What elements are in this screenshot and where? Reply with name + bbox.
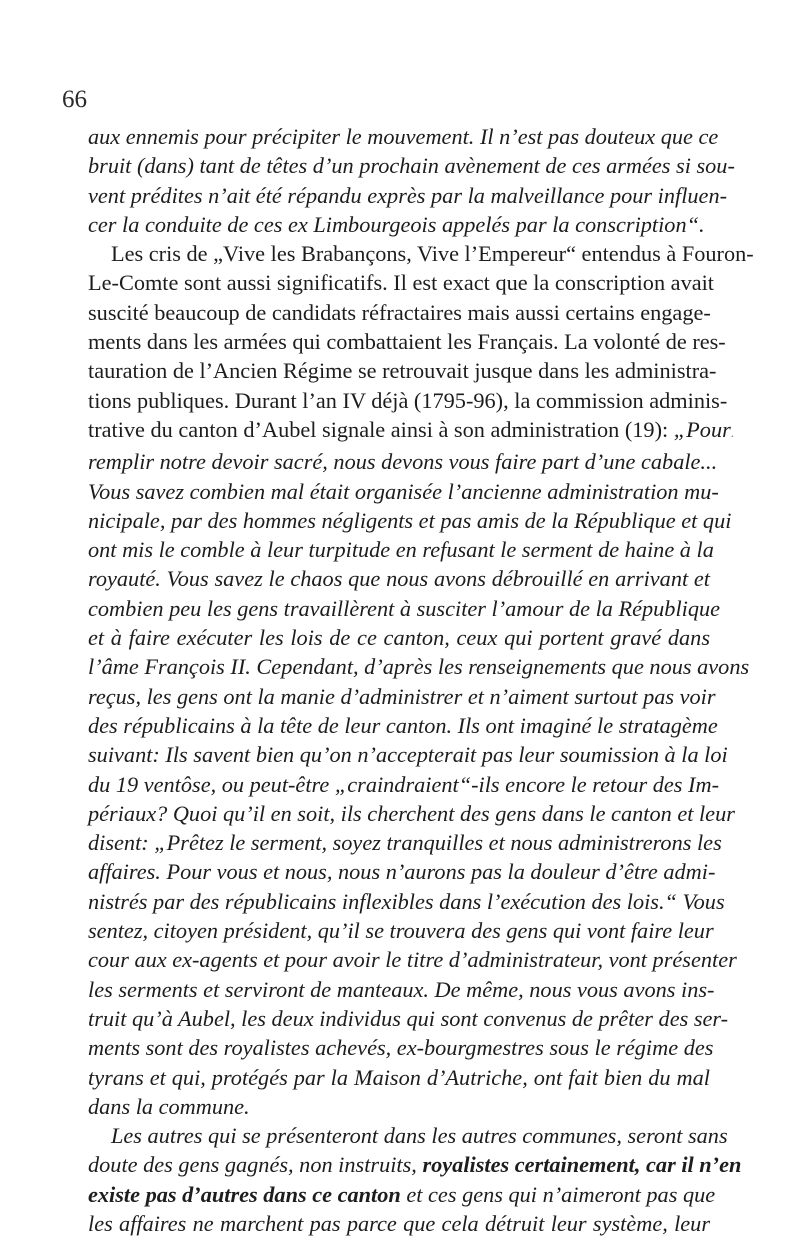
- text-line: [88, 268, 715, 297]
- text-segment: dans la commune.: [88, 1093, 250, 1119]
- text-line: [88, 623, 710, 652]
- text-line: [88, 887, 725, 916]
- text-line: [88, 1063, 710, 1092]
- text-segment: périaux? Quoi qu’il en soit, ils cherchent des gens dans le canton et leur: [88, 800, 735, 826]
- text-segment: combien peu les gens travaillèrent à susciter l’amour de la République: [88, 595, 721, 621]
- text-segment: .: [730, 424, 735, 440]
- text-segment: suscité beaucoup de candidats réfractaires mais aussi certains engage-: [88, 299, 711, 325]
- text-segment: truit qu’à Aubel, les deux individus qui sont convenus de prêter des ser-: [88, 1005, 729, 1031]
- text-segment: remplir notre devoir sacré, nous devons vous faire part d’une cabale...: [88, 449, 718, 475]
- text-line: [88, 770, 719, 799]
- text-line: [88, 386, 728, 415]
- text-segment: royalistes certainement, car il n’en: [422, 1152, 742, 1178]
- text-segment: aux ennemis pour précipiter le mouvement. Il n’est pas douteux que ce: [88, 124, 719, 149]
- text-segment: cer la conduite de ces ex Limbourgeois appelés par la conscription“.: [88, 211, 705, 237]
- text-line: [88, 828, 722, 857]
- text-segment: du 19 ventôse, ou peut-être „craindraient“-ils encore le retour des Im-: [88, 771, 719, 797]
- text-line: [88, 1092, 710, 1121]
- text-segment: affaires. Pour vous et nous, nous n’aurons pas la douleur d’être admi-: [88, 859, 716, 885]
- text-line: [88, 652, 750, 681]
- page-number: 66: [62, 86, 87, 113]
- text-line: [88, 857, 716, 886]
- text-line: [88, 740, 728, 769]
- text-line: [88, 298, 710, 327]
- text-segment: nicipale, par des hommes négligents et pas amis de la République et qui: [88, 507, 732, 533]
- text-segment: vent prédites n’ait été répandu exprès par la malveillance pour influen-: [88, 182, 728, 208]
- text-segment: nistrés par des républicains inflexibles dans l’exécution des lois.“ Vous: [88, 888, 725, 914]
- text-segment: sentez, citoyen président, qu’il se trouvera des gens qui vont faire leur: [88, 918, 714, 944]
- text-segment: Les autres qui se présenteront dans les autres communes, seront sans: [111, 1123, 728, 1149]
- text-segment: l’âme François II. Cependant, d’après les renseignements que nous avons: [88, 654, 750, 680]
- text-segment: reçus, les gens ont la manie d’administrer et n’aiment surtout pas voir: [88, 683, 716, 709]
- text-line: [88, 682, 716, 711]
- text-line: [88, 327, 726, 356]
- text-segment: ont mis le comble à leur turpitude en refusant le serment de haine à la: [88, 537, 714, 563]
- text-segment: les affaires ne marchent pas parce que cela détruit leur système, leur: [88, 1210, 710, 1236]
- text-segment: tions publiques. Durant l’an IV déjà (1795-96), la commission adminis-: [88, 387, 728, 413]
- text-segment: tauration de l’Ancien Régime se retrouvait jusque dans les administra-: [88, 358, 717, 384]
- text-line: [88, 916, 714, 945]
- text-segment: „Pour: [673, 416, 731, 442]
- text-line: [88, 447, 718, 476]
- text-line: [88, 1150, 742, 1179]
- text-line: [88, 564, 710, 593]
- text-line: [88, 594, 721, 623]
- text-segment: existe pas d’autres dans ce canton: [88, 1181, 401, 1207]
- text-segment: des républicains à la tête de leur canton. Ils ont imaginé le stratagème: [88, 712, 718, 738]
- text-segment: cour aux ex-agents et pour avoir le titre d’administrateur, vont présenter: [88, 947, 737, 973]
- text-line: [88, 1004, 729, 1033]
- text-segment: Vous savez combien mal était organisée l’ancienne administration mu-: [88, 478, 719, 504]
- text-line: [88, 506, 732, 535]
- text-line: [88, 1209, 710, 1238]
- text-segment: trative du canton d’Aubel signale ainsi à son administration (19):: [88, 416, 674, 442]
- text-segment: Les cris de „Vive les Brabançons, Vive l’Empereur“ entendus à Fouron-: [111, 241, 754, 267]
- text-line: [88, 711, 718, 740]
- text-line: [88, 1033, 714, 1062]
- text-segment: royauté. Vous savez le chaos que nous avons débrouillé en arrivant et: [88, 566, 710, 592]
- text-segment: suivant: Ils savent bien qu’on n’accepterait pas leur soumission à la loi: [88, 742, 728, 768]
- text-line: [88, 535, 714, 564]
- text-line: [88, 945, 737, 974]
- text-segment: ments dans les armées qui combattaient les Français. La volonté de res-: [88, 329, 726, 355]
- text-line: [88, 181, 728, 210]
- text-line: [88, 151, 735, 180]
- text-line: [88, 1121, 728, 1150]
- text-line: [88, 799, 735, 828]
- text-line: [88, 210, 710, 239]
- text-segment: disent: „Prêtez le serment, soyez tranquilles et nous administrerons les: [88, 830, 722, 856]
- text-segment: doute des gens gagnés, non instruits,: [88, 1152, 423, 1178]
- text-segment: bruit (dans) tant de têtes d’un prochain avènement de ces armées si sou-: [88, 153, 735, 179]
- text-segment: ments sont des royalistes achevés, ex-bourgmestres sous le régime des: [88, 1035, 714, 1061]
- text-segment: et à faire exécuter les lois de ce canton, ceux qui portent gravé dans: [88, 625, 710, 651]
- text-segment: Le-Comte sont aussi significatifs. Il est exact que la conscription avait: [88, 270, 715, 296]
- text-segment: les serments et serviront de manteaux. De même, nous vous avons ins-: [88, 976, 715, 1002]
- text-line: [88, 1180, 716, 1209]
- text-line: [88, 477, 719, 506]
- text-line: [88, 415, 735, 447]
- text-line: [88, 122, 719, 151]
- text-segment: et ces gens qui n’aimeront pas que: [400, 1181, 716, 1207]
- page-body-text: [88, 122, 754, 1238]
- text-line: [88, 975, 715, 1004]
- text-segment: tyrans et qui, protégés par la Maison d’Autriche, ont fait bien du mal: [88, 1064, 710, 1090]
- text-line: [88, 356, 717, 385]
- text-line: [88, 239, 754, 268]
